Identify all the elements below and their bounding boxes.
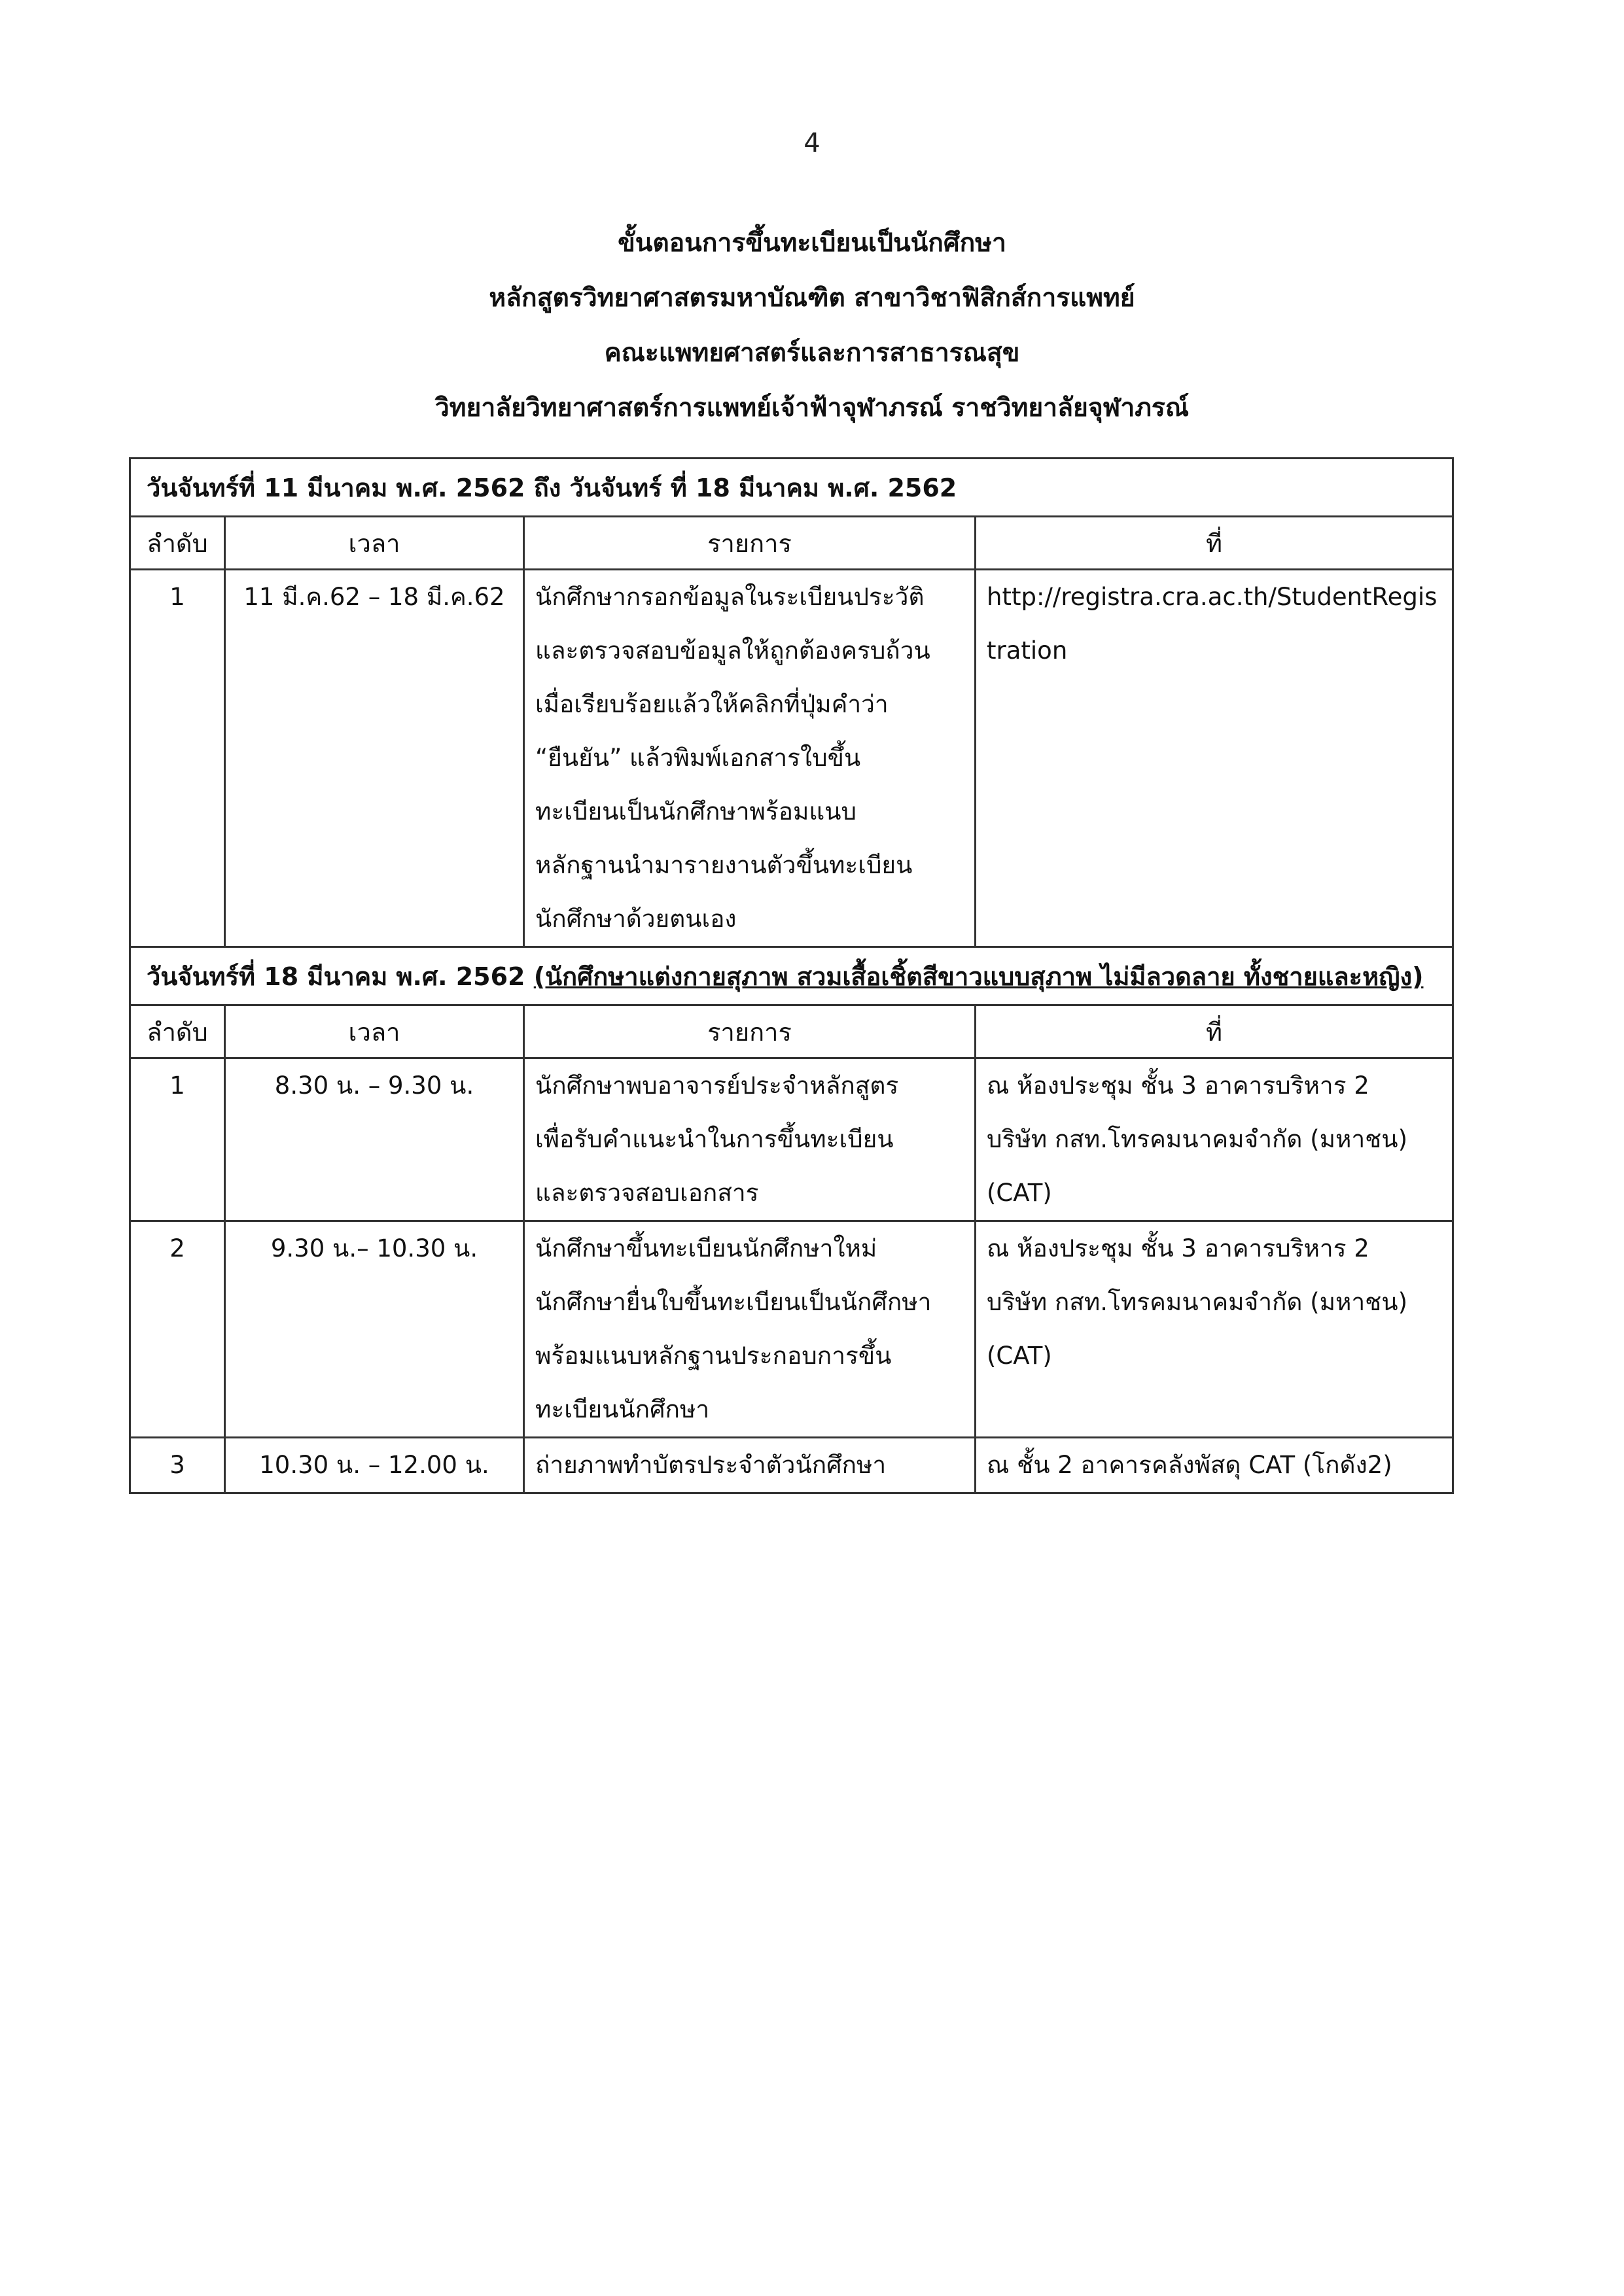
- section-date: วันจันทร์ที่ 18 มีนาคม พ.ศ. 2562: [147, 962, 525, 991]
- item-line: และตรวจสอบเอกสาร: [535, 1179, 759, 1207]
- cell-no: 1: [130, 1058, 225, 1221]
- document-title: [0, 216, 1624, 436]
- section-heading-cell: [130, 459, 1453, 517]
- item-line: และตรวจสอบข้อมูลให้ถูกต้องครบถ้วน: [535, 636, 930, 665]
- section-heading-cell: [130, 947, 1453, 1005]
- cell-no: 3: [130, 1438, 225, 1493]
- cell-time: 10.30 น. – 12.00 น.: [225, 1438, 524, 1493]
- cell-time: 11 มี.ค.62 – 18 มี.ค.62: [225, 570, 524, 947]
- table-row: [130, 1058, 1453, 1221]
- cell-place: [976, 1221, 1453, 1438]
- place-line: ณ ชั้น 2 อาคารคลังพัสดุ CAT (โกดัง2): [987, 1451, 1392, 1479]
- title-line: คณะแพทยศาสตร์และการสาธารณสุข: [604, 338, 1020, 368]
- cell-item: [524, 1221, 976, 1438]
- title-line: ขั้นตอนการขึ้นทะเบียนเป็นนักศึกษา: [618, 228, 1006, 258]
- registration-schedule-table: [129, 457, 1454, 1494]
- column-header-time: เวลา: [225, 517, 524, 570]
- column-header-no: ลำดับ: [130, 1005, 225, 1058]
- page-number: 4: [803, 128, 821, 158]
- item-line: เมื่อเรียบร้อยแล้วให้คลิกที่ปุ่มคำว่า: [535, 690, 889, 718]
- item-line: เพื่อรับคำแนะนำในการขึ้นทะเบียน: [535, 1125, 894, 1153]
- registration-url[interactable]: http://registra.cra.ac.th/StudentRegistration: [976, 570, 1453, 947]
- item-line: “ยืนยัน” แล้วพิมพ์เอกสารใบขึ้น: [535, 744, 861, 772]
- table-header-row: [130, 1005, 1453, 1058]
- cell-item: [524, 570, 976, 947]
- item-line: หลักฐานนำมารายงานตัวขึ้นทะเบียน: [535, 851, 913, 879]
- table-row: [130, 570, 1453, 947]
- dress-code-note: (นักศึกษาแต่งกายสุภาพ สวมเสื้อเชิ้ตสีขาวแบบสุภาพ ไม่มีลวดลาย ทั้งชายและหญิง): [533, 962, 1424, 991]
- section-heading: [130, 459, 1453, 517]
- place-line: (CAT): [987, 1342, 1052, 1370]
- column-header-item: รายการ: [524, 1005, 976, 1058]
- item-line: ทะเบียนนักศึกษา: [535, 1395, 710, 1423]
- cell-item: [524, 1438, 976, 1493]
- cell-time: 8.30 น. – 9.30 น.: [225, 1058, 524, 1221]
- cell-no: 2: [130, 1221, 225, 1438]
- cell-item: [524, 1058, 976, 1221]
- title-line: วิทยาลัยวิทยาศาสตร์การแพทย์เจ้าฟ้าจุฬาภรณ์ ราชวิทยาลัยจุฬาภรณ์: [434, 393, 1190, 423]
- table-header-row: [130, 517, 1453, 570]
- cell-time: 9.30 น.– 10.30 น.: [225, 1221, 524, 1438]
- section-heading: [130, 947, 1453, 1005]
- place-line: ณ ห้องประชุม ชั้น 3 อาคารบริหาร 2: [987, 1234, 1369, 1262]
- section-date: วันจันทร์ที่ 11 มีนาคม พ.ศ. 2562 ถึง วันจันทร์ ที่ 18 มีนาคม พ.ศ. 2562: [147, 473, 957, 502]
- column-header-place: ที่: [976, 1005, 1453, 1058]
- item-line: นักศึกษาด้วยตนเอง: [535, 905, 737, 933]
- cell-place: [976, 1438, 1453, 1493]
- column-header-place: ที่: [976, 517, 1453, 570]
- table-row: [130, 1221, 1453, 1438]
- item-line: นักศึกษาพบอาจารย์ประจำหลักสูตร: [535, 1071, 899, 1100]
- table-row: [130, 1438, 1453, 1493]
- title-line: หลักสูตรวิทยาศาสตรมหาบัณฑิต สาขาวิชาฟิสิกส์การแพทย์: [489, 283, 1135, 313]
- item-line: นักศึกษายื่นใบขึ้นทะเบียนเป็นนักศึกษา: [535, 1288, 932, 1316]
- column-header-item: รายการ: [524, 517, 976, 570]
- column-header-no: ลำดับ: [130, 517, 225, 570]
- cell-place: [976, 1058, 1453, 1221]
- item-line: ทะเบียนเป็นนักศึกษาพร้อมแนบ: [535, 797, 857, 826]
- place-line: บริษัท กสท.โทรคมนาคมจำกัด (มหาชน): [987, 1288, 1408, 1316]
- place-line: (CAT): [987, 1179, 1052, 1207]
- column-header-time: เวลา: [225, 1005, 524, 1058]
- item-line: พร้อมแนบหลักฐานประกอบการขึ้น: [535, 1342, 892, 1370]
- item-line: ถ่ายภาพทำบัตรประจำตัวนักศึกษา: [535, 1451, 887, 1479]
- place-line: บริษัท กสท.โทรคมนาคมจำกัด (มหาชน): [987, 1125, 1408, 1153]
- cell-no: 1: [130, 570, 225, 947]
- place-line: ณ ห้องประชุม ชั้น 3 อาคารบริหาร 2: [987, 1071, 1369, 1100]
- item-line: นักศึกษาขึ้นทะเบียนนักศึกษาใหม่: [535, 1234, 877, 1262]
- item-line: นักศึกษากรอกข้อมูลในระเบียนประวัติ: [535, 583, 925, 611]
